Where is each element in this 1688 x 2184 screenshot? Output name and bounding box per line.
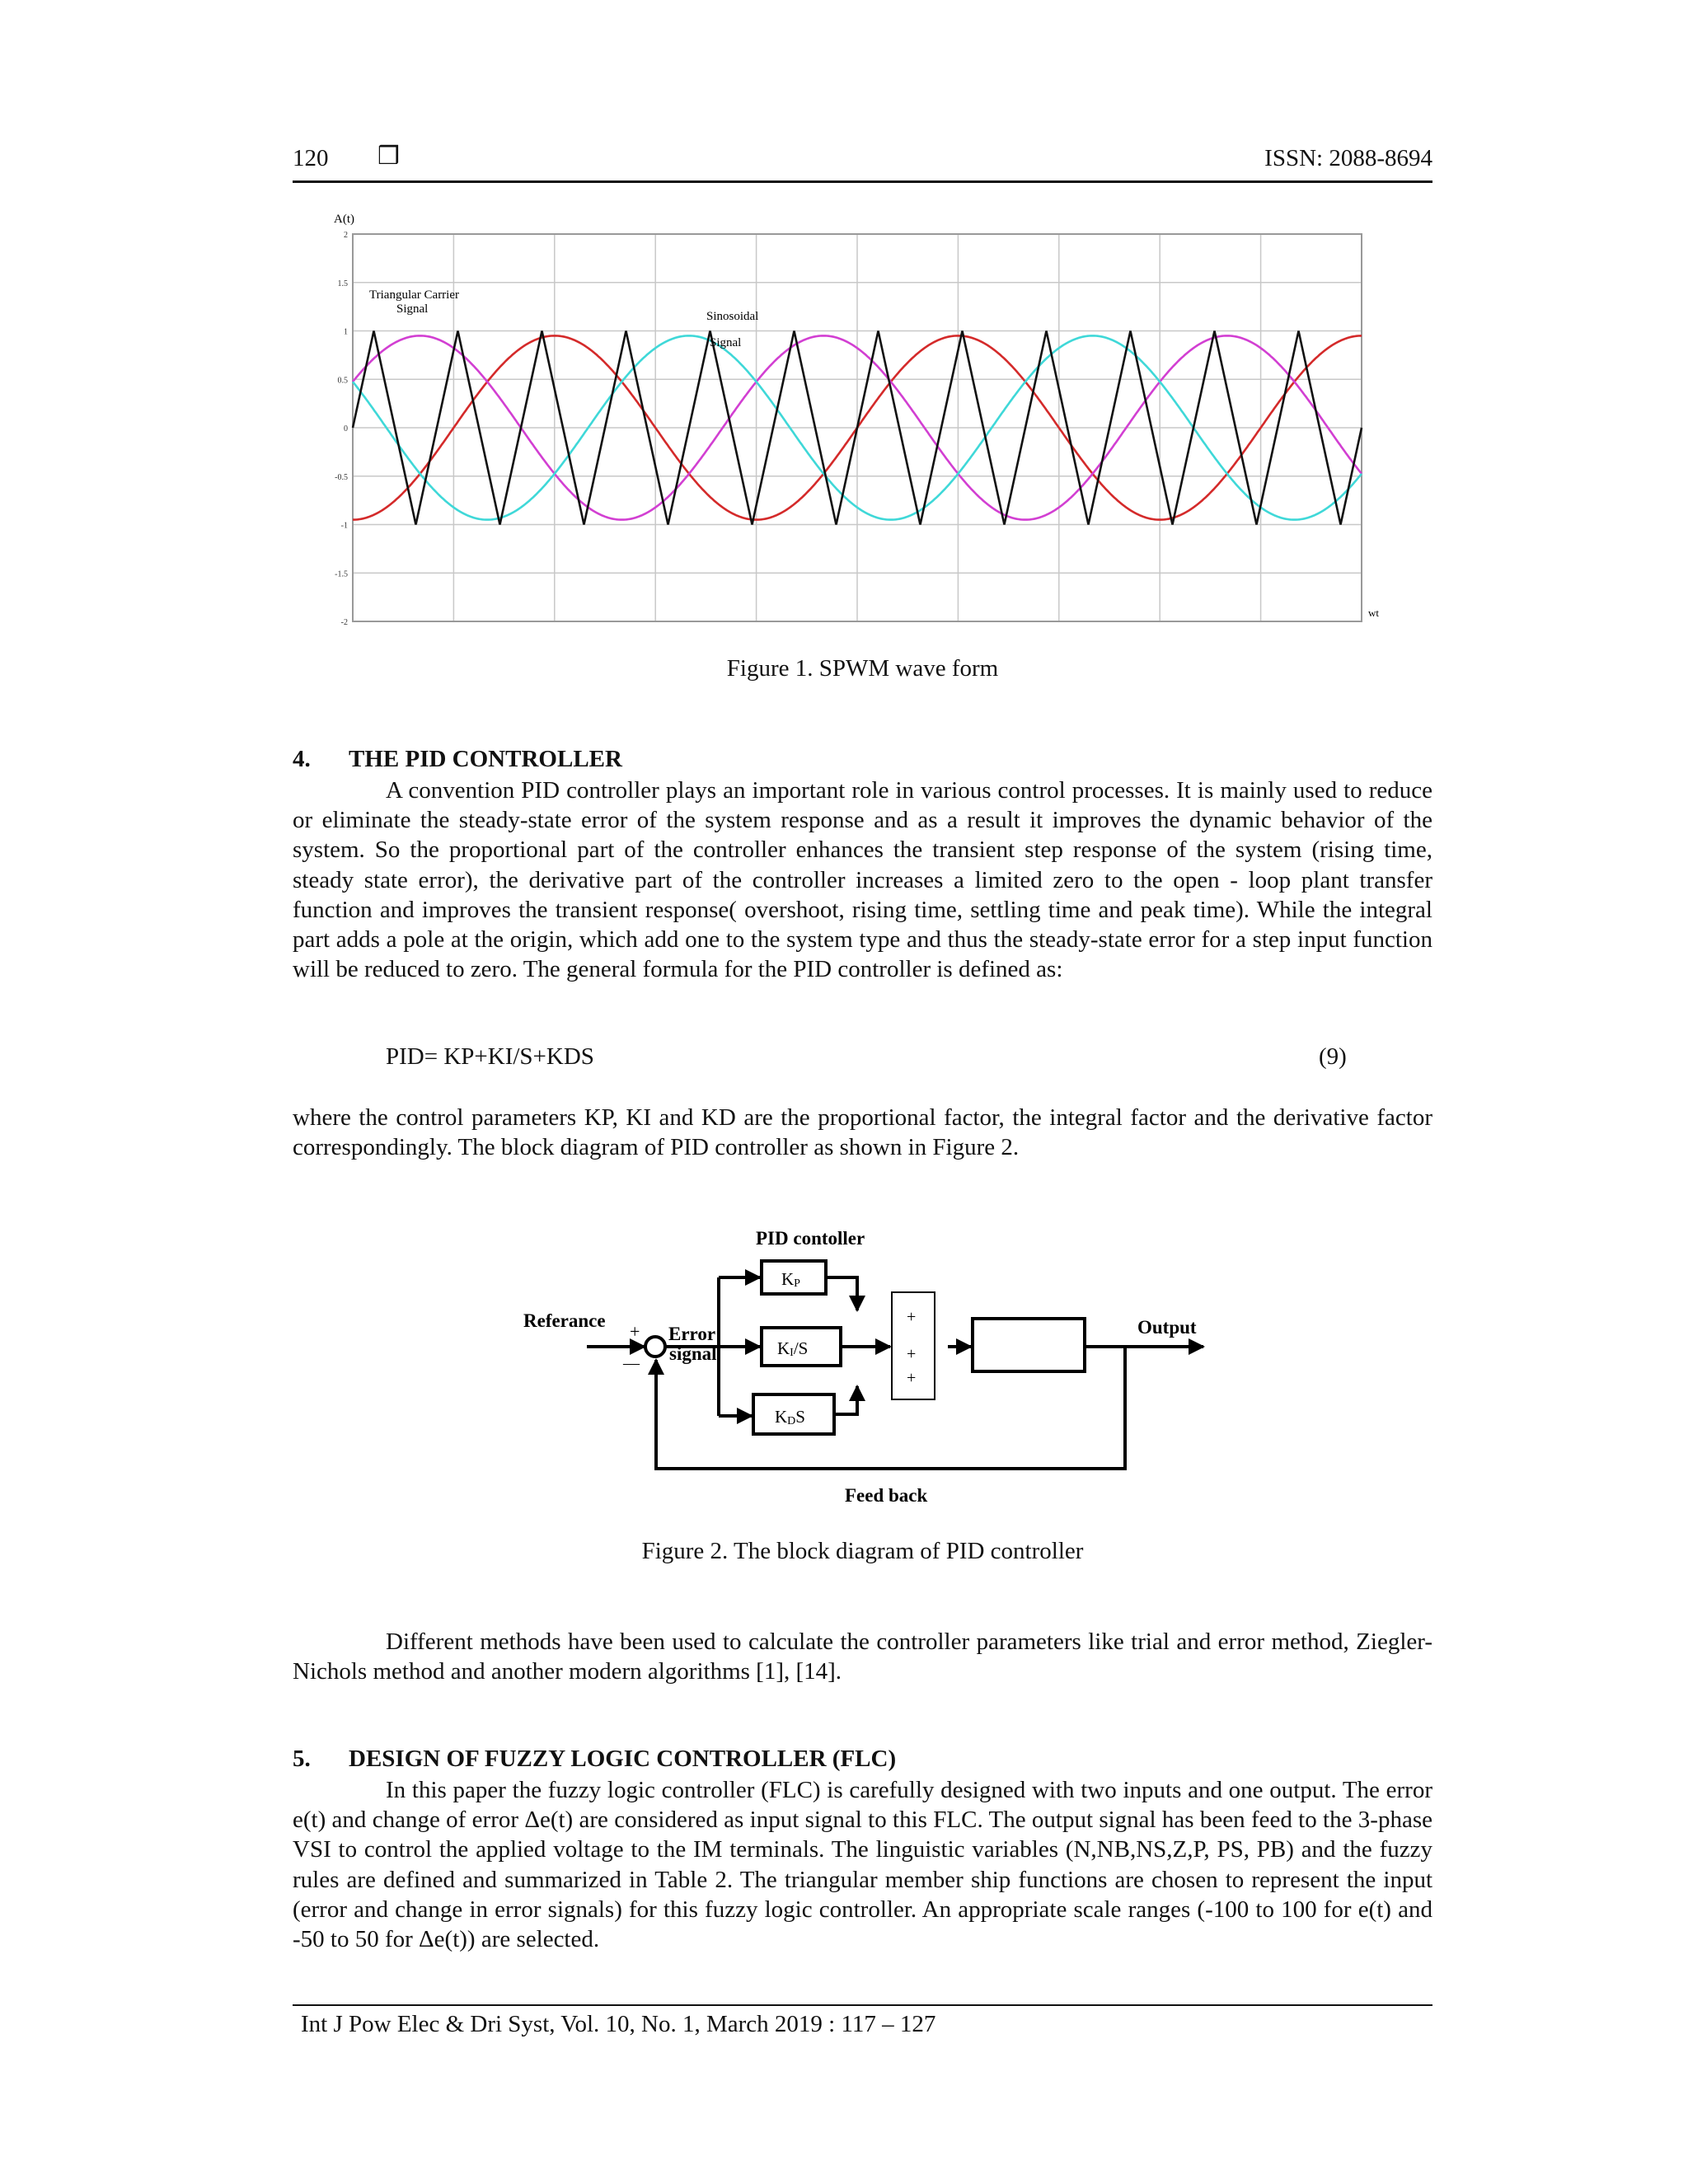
footer-rule — [293, 2004, 1432, 2006]
reference-label: Referance — [523, 1310, 606, 1331]
figure1-caption: Figure 1. SPWM wave form — [726, 655, 999, 682]
y-tick-label: 1 — [344, 327, 348, 337]
section5-number: 5. — [293, 1746, 311, 1772]
y-tick-label: 1.5 — [337, 279, 348, 288]
page-number: 120 — [293, 145, 329, 171]
figure2-caption: Figure 2. The block diagram of PID controller — [641, 1538, 1084, 1564]
annotation-carrier-line1: Triangular Carrier — [369, 288, 459, 302]
y-tick-label: -1.5 — [335, 569, 348, 579]
plant-block — [973, 1319, 1085, 1371]
issn: ISSN: 2088-8694 — [1264, 145, 1432, 171]
plus-sign: + — [630, 1321, 640, 1342]
header-rule — [293, 180, 1432, 183]
pid-block-diagram — [511, 1220, 1220, 1516]
minus-sign: — — [623, 1354, 640, 1372]
section5-heading — [293, 1746, 896, 1773]
kd-label: KDS — [775, 1407, 805, 1427]
equation: PID= KP+KI/S+KDS — [386, 1043, 594, 1070]
pid-title: PID contoller — [756, 1228, 865, 1249]
y-tick-label: 0 — [344, 424, 348, 434]
methods-paragraph: Different methods have been used to calculate the controller parameters like trial and error method, Ziegler-Nichols method and another modern algorithms [1], [14]. — [293, 1629, 1432, 1685]
section5-title: DESIGN OF FUZZY LOGIC CONTROLLER (FLC) — [349, 1746, 897, 1772]
section4-title: THE PID CONTROLLER — [349, 746, 622, 772]
section4-number: 4. — [293, 746, 311, 772]
section4-heading — [293, 746, 622, 773]
x-axis-label: wt — [1368, 607, 1379, 619]
y-tick-label: -0.5 — [335, 472, 348, 482]
kd-block — [753, 1394, 834, 1434]
box-glyph-icon: ❒ — [377, 142, 400, 171]
sum-sign-1: + — [907, 1308, 917, 1326]
annotation-sine-line2: Signal — [710, 336, 742, 349]
y-tick-label: 0.5 — [337, 376, 348, 386]
y-tick-label: -1 — [340, 521, 348, 531]
y-tick-label: -2 — [340, 618, 348, 627]
y-tick-label: 2 — [344, 231, 348, 240]
ki-label: KI/S — [777, 1338, 809, 1359]
error-label: Error — [668, 1324, 716, 1344]
annotation-sine-line1: Sinosoidal — [706, 310, 759, 323]
output-label: Output — [1137, 1317, 1197, 1338]
sum-sign-3: + — [907, 1369, 917, 1387]
kp-label: KP — [781, 1269, 800, 1290]
sum-sign-2: + — [907, 1345, 917, 1363]
annotation-carrier-line2: Signal — [396, 302, 429, 316]
feedback-label: Feed back — [845, 1485, 928, 1506]
equation-number: (9) — [1319, 1043, 1347, 1070]
section5-para1: In this paper the fuzzy logic controller (FLC) is carefully designed with two inputs and one output. The error e(t) and change of error Δe(t) are considered as input signal to this FLC. The output signal has been feed to the 3-phase VSI to control the applied voltage to the IM terminals. The linguistic variables (N,NB,NS,Z,P, PS, PB) and the fuzzy rules are defined and summarized in Table 2. The triangular member ship functions are chosen to represent the input (error and change in error signals) for this fuzzy logic controller. An appropriate scale ranges (-100 to 100 for e(t) and -50 to 50 for Δe(t)) are selected. — [293, 1777, 1432, 1953]
section4-para2: where the control parameters KP, KI and KD are the proportional factor, the integral factor and the derivative factor correspondingly. The block diagram of PID controller as shown in Figure 2. — [293, 1104, 1432, 1161]
y-tick-labels — [335, 231, 348, 627]
signal-label: signal — [669, 1343, 717, 1364]
footer-citation: Int J Pow Elec & Dri Syst, Vol. 10, No. 1, March 2019 : 117 – 127 — [301, 2011, 936, 2037]
section4-para1: A convention PID controller plays an important role in various control processes. It is mainly used to reduce or eliminate the steady-state error of the system response and as a result it improves the dynamic behavior of the system. So the proportional part of the controller enhances the transient step response of the system (rising time, steady state error), the derivative part of the controller increases a limited zero to the open - loop plant transfer function and improves the transient response( overshoot, rising time, settling time and peak time). While the integral part adds a pole at the origin, which add one to the system type and thus the steady-state error for a step input function will be reduced to zero. The general formula for the PID controller is defined as: — [293, 777, 1432, 983]
summing-junction — [645, 1337, 665, 1357]
y-axis-label: A(t) — [334, 213, 354, 226]
spwm-chart — [326, 206, 1414, 635]
